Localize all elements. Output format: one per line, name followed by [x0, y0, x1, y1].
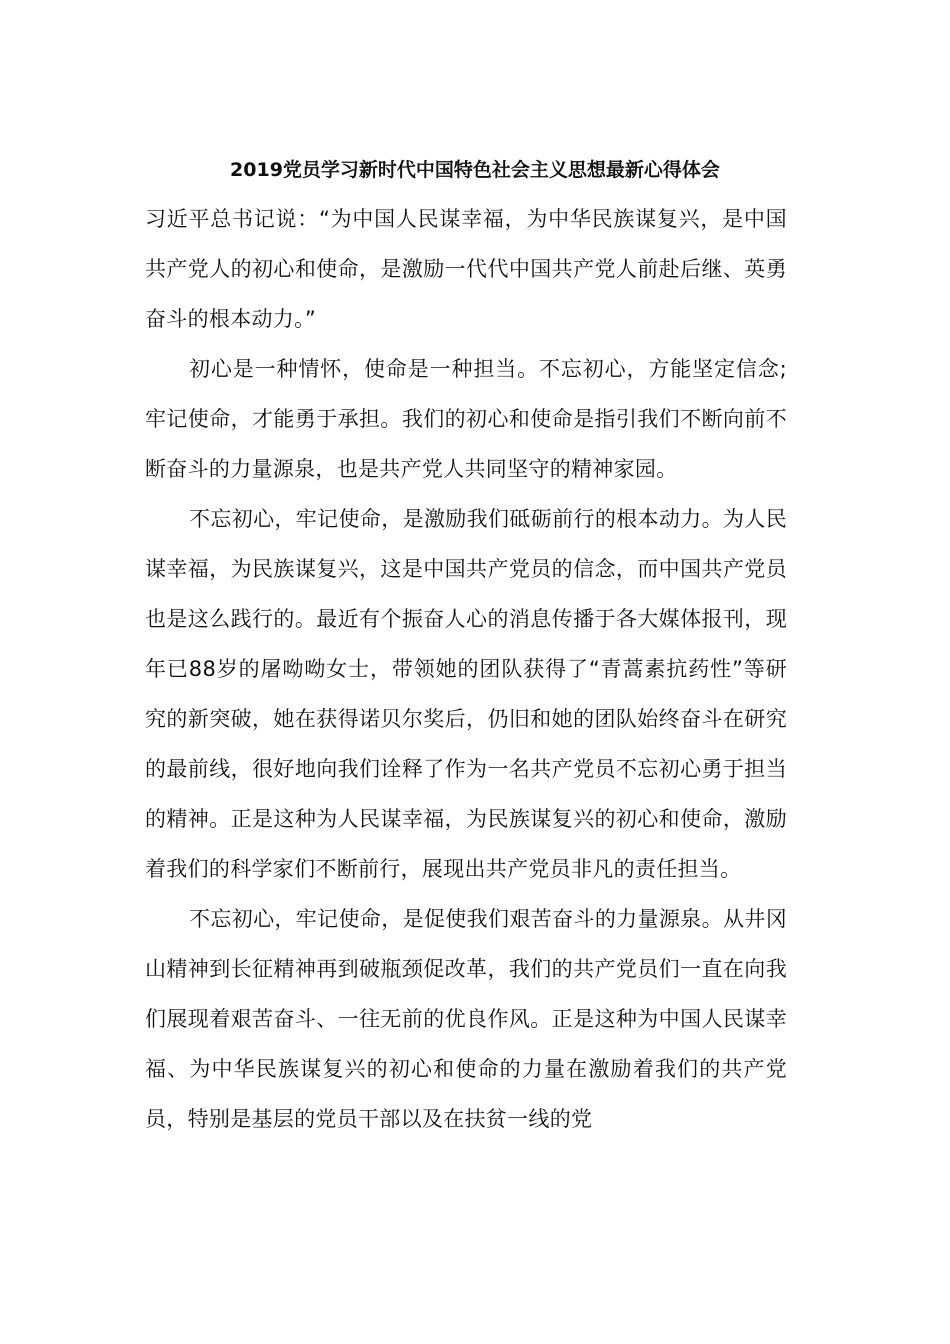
document-body [145, 194, 787, 1144]
paragraph-hard-work: 不忘初心，牢记使命，是促使我们艰苦奋斗的力量源泉。从井冈山精神到长征精神再到破瓶颈促改革，我们的共产党员们一直在向我们展现着艰苦奋斗、一往无前的优良作风。正是这种为中国人民谋幸福、为中华民族谋复兴的初心和使命的力量在激励着我们的共产党员，特别是基层的党员干部以及在扶贫一线的党 [145, 907, 787, 1131]
document-title: 2019党员学习新时代中国特色社会主义思想最新心得体会 [230, 159, 720, 181]
paragraph-quote: 习近平总书记说：“为中国人民谋幸福，为中华民族谋复兴，是中国共产党人的初心和使命，是激励一代代中国共产党人前赴后继、英勇奋斗的根本动力。” [145, 207, 787, 331]
paragraph-motivation: 不忘初心，牢记使命，是激励我们砥砺前行的根本动力。为人民谋幸福，为民族谋复兴，这是中国共产党员的信念，而中国共产党员也是这么践行的。最近有个振奋人心的消息传播于各大媒体报刊，现年已88岁的屠呦呦女士，带领她的团队获得了“青蒿素抗药性”等研究的新突破，她在获得诺贝尔奖后，仍旧和她的团队始终奋斗在研究的最前线，很好地向我们诠释了作为一名共产党员不忘初心勇于担当的精神。正是这种为人民谋幸福，为民族谋复兴的初心和使命，激励着我们的科学家们不断前行，展现出共产党员非凡的责任担当。 [145, 507, 787, 881]
paragraph-initial-heart: 初心是一种情怀，使命是一种担当。不忘初心，方能坚定信念;牢记使命，才能勇于承担。我们的初心和使命是指引我们不断向前不断奋斗的力量源泉，也是共产党人共同坚守的精神家园。 [145, 357, 787, 481]
